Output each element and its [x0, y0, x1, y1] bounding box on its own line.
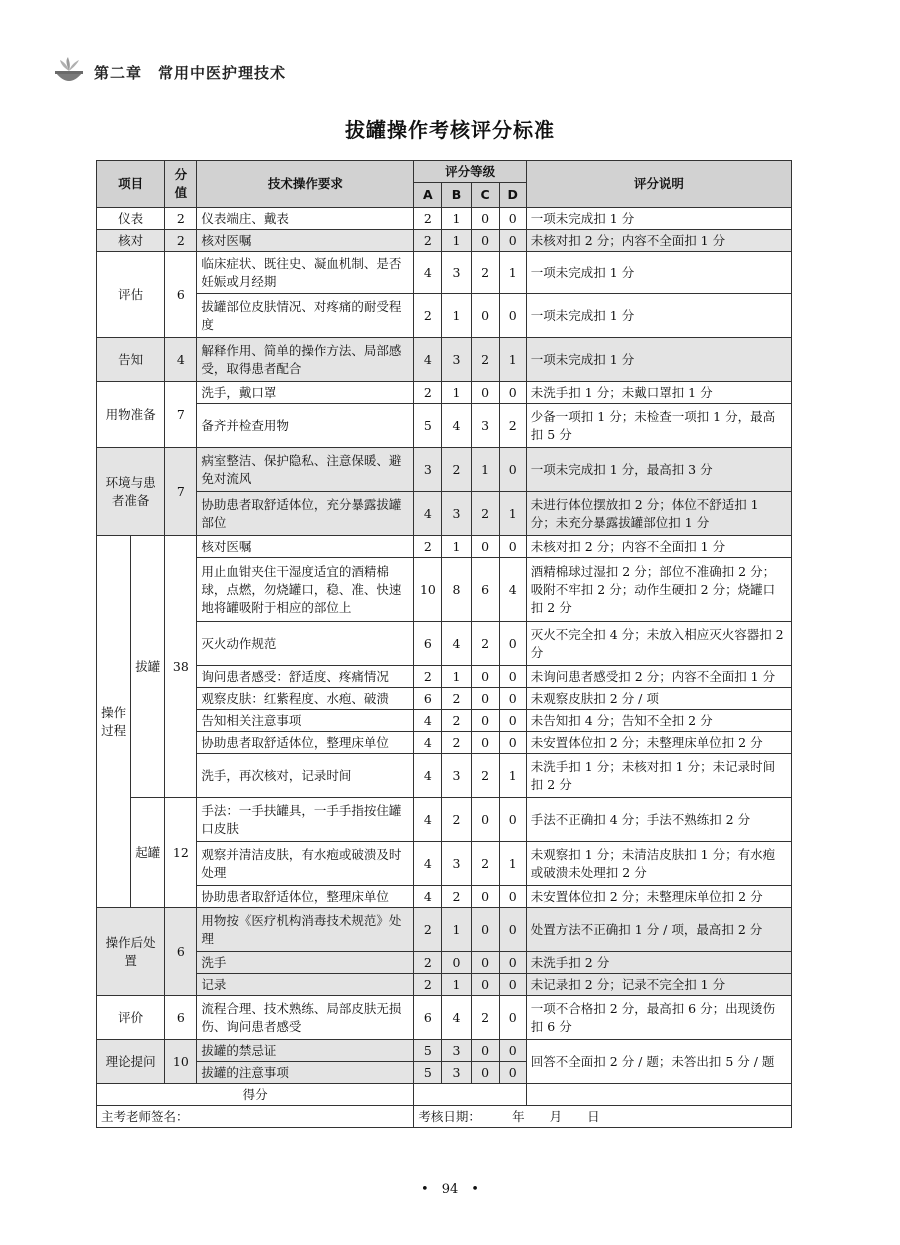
- grade-c-cell: 0: [471, 710, 499, 732]
- grade-d-cell: 0: [499, 208, 526, 230]
- grade-b-cell: 1: [442, 666, 471, 688]
- grade-a-cell: 4: [414, 886, 442, 908]
- score-table-body: [97, 161, 792, 1128]
- requirement-cell: 观察并清洁皮肤，有水疱或破溃及时处理: [197, 842, 414, 886]
- note-cell: 灭火不完全扣 4 分；未放入相应灭火容器扣 2 分: [526, 622, 791, 666]
- item-cell: 核对: [97, 230, 165, 252]
- table-row: [97, 252, 792, 294]
- grade-c-cell: 1: [471, 448, 499, 492]
- note-cell: 未核对扣 2 分；内容不全面扣 1 分: [526, 230, 791, 252]
- grade-a-cell: 4: [414, 798, 442, 842]
- grade-a-cell: 2: [414, 908, 442, 952]
- grade-d-cell: 1: [499, 492, 526, 536]
- grade-c-cell: 6: [471, 558, 499, 622]
- requirement-cell: 协助患者取舒适体位，整理床单位: [197, 732, 414, 754]
- grade-b-cell: 1: [442, 536, 471, 558]
- cupping-score-cell: 38: [165, 536, 197, 798]
- table-row: [97, 754, 792, 798]
- note-cell: 未记录扣 2 分；记录不完全扣 1 分: [526, 974, 791, 996]
- grade-d-cell: 1: [499, 252, 526, 294]
- grade-a-cell: 2: [414, 294, 442, 338]
- grade-b-cell: 3: [442, 842, 471, 886]
- grade-b-cell: 8: [442, 558, 471, 622]
- table-row: [97, 448, 792, 492]
- grade-c-cell: 0: [471, 208, 499, 230]
- grade-d-cell: 1: [499, 842, 526, 886]
- grade-b-cell: 2: [442, 448, 471, 492]
- grade-c-cell: 2: [471, 338, 499, 382]
- grade-a-cell: 5: [414, 1062, 442, 1084]
- table-row: [97, 622, 792, 666]
- requirement-cell: 记录: [197, 974, 414, 996]
- grade-d-cell: 1: [499, 754, 526, 798]
- grade-a-cell: 3: [414, 448, 442, 492]
- header-grade-c: C: [471, 183, 499, 208]
- grade-b-cell: 3: [442, 754, 471, 798]
- grade-c-cell: 3: [471, 404, 499, 448]
- table-row: [97, 952, 792, 974]
- grade-a-cell: 6: [414, 688, 442, 710]
- grade-d-cell: 0: [499, 536, 526, 558]
- item-cell: 评价: [97, 996, 165, 1040]
- note-cell: 未询问患者感受扣 2 分；内容不全面扣 1 分: [526, 666, 791, 688]
- header-grade-d: D: [499, 183, 526, 208]
- grade-a-cell: 4: [414, 710, 442, 732]
- grade-c-cell: 0: [471, 382, 499, 404]
- grade-d-cell: 2: [499, 404, 526, 448]
- table-row: [97, 294, 792, 338]
- grade-a-cell: 4: [414, 252, 442, 294]
- grade-c-cell: 0: [471, 732, 499, 754]
- note-cell: 未洗手扣 2 分: [526, 952, 791, 974]
- grade-d-cell: 0: [499, 710, 526, 732]
- grade-d-cell: 1: [499, 338, 526, 382]
- requirement-cell: 洗手，再次核对，记录时间: [197, 754, 414, 798]
- grade-c-cell: 0: [471, 536, 499, 558]
- page-title: 拔罐操作考核评分标准: [345, 118, 555, 142]
- table-row: [97, 536, 792, 558]
- requirement-cell: 协助患者取舒适体位，整理床单位: [197, 886, 414, 908]
- score-cell: 10: [165, 1040, 197, 1084]
- grade-b-cell: 3: [442, 1062, 471, 1084]
- item-cell: 评估: [97, 252, 165, 338]
- grade-d-cell: 0: [499, 974, 526, 996]
- grade-d-cell: 0: [499, 996, 526, 1040]
- grade-c-cell: 0: [471, 1040, 499, 1062]
- grade-a-cell: 5: [414, 1040, 442, 1062]
- requirement-cell: 核对医嘱: [197, 536, 414, 558]
- grade-a-cell: 4: [414, 754, 442, 798]
- requirement-cell: 拔罐的禁忌证: [197, 1040, 414, 1062]
- table-row: [97, 974, 792, 996]
- exam-date: 考核日期： 年 月 日: [414, 1106, 792, 1128]
- note-cell: 未进行体位摆放扣 2 分；体位不舒适扣 1 分；未充分暴露拔罐部位扣 1 分: [526, 492, 791, 536]
- grade-d-cell: 0: [499, 294, 526, 338]
- mortar-pestle-icon: [52, 55, 86, 89]
- grade-b-cell: 4: [442, 996, 471, 1040]
- table-row: [97, 996, 792, 1040]
- grade-a-cell: 2: [414, 666, 442, 688]
- grade-d-cell: 4: [499, 558, 526, 622]
- score-cell: 2: [165, 230, 197, 252]
- grade-d-cell: 0: [499, 908, 526, 952]
- grade-c-cell: 2: [471, 492, 499, 536]
- grade-b-cell: 2: [442, 732, 471, 754]
- requirement-cell: 告知相关注意事项: [197, 710, 414, 732]
- grade-a-cell: 4: [414, 842, 442, 886]
- item-cell: 仪表: [97, 208, 165, 230]
- note-cell: 未洗手扣 1 分；未戴口罩扣 1 分: [526, 382, 791, 404]
- requirement-cell: 核对医嘱: [197, 230, 414, 252]
- grade-d-cell: 0: [499, 798, 526, 842]
- grade-c-cell: 0: [471, 688, 499, 710]
- grade-d-cell: 0: [499, 230, 526, 252]
- grade-c-cell: 2: [471, 622, 499, 666]
- note-cell: 未洗手扣 1 分；未核对扣 1 分；未记录时间扣 2 分: [526, 754, 791, 798]
- grade-a-cell: 2: [414, 536, 442, 558]
- header-grade-b: B: [442, 183, 471, 208]
- note-cell: 一项未完成扣 1 分: [526, 208, 791, 230]
- header-item: 项目: [97, 161, 165, 208]
- grade-b-cell: 1: [442, 382, 471, 404]
- grade-a-cell: 2: [414, 974, 442, 996]
- grade-b-cell: 1: [442, 230, 471, 252]
- grade-b-cell: 0: [442, 952, 471, 974]
- header-score: 分值: [165, 161, 197, 208]
- table-row: [97, 558, 792, 622]
- requirement-cell: 临床症状、既往史、凝血机制、是否妊娠或月经期: [197, 252, 414, 294]
- note-cell: 未核对扣 2 分；内容不全面扣 1 分: [526, 536, 791, 558]
- requirement-cell: 用物按《医疗机构消毒技术规范》处理: [197, 908, 414, 952]
- grade-c-cell: 0: [471, 798, 499, 842]
- requirement-cell: 询问患者感受：舒适度、疼痛情况: [197, 666, 414, 688]
- requirement-cell: 协助患者取舒适体位，充分暴露拔罐部位: [197, 492, 414, 536]
- requirement-cell: 备齐并检查用物: [197, 404, 414, 448]
- requirement-cell: 用止血钳夹住干湿度适宜的酒精棉球，点燃，勿烧罐口，稳、准、快速地将罐吸附于相应的部位上: [197, 558, 414, 622]
- grade-d-cell: 0: [499, 1040, 526, 1062]
- grade-a-cell: 2: [414, 952, 442, 974]
- requirement-cell: 观察皮肤：红紫程度、水疱、破溃: [197, 688, 414, 710]
- table-row: [97, 404, 792, 448]
- score-cell: 2: [165, 208, 197, 230]
- note-cell: 未安置体位扣 2 分；未整理床单位扣 2 分: [526, 732, 791, 754]
- note-cell: 未观察皮肤扣 2 分 / 项: [526, 688, 791, 710]
- score-row: [97, 1084, 792, 1106]
- item-cell: 用物准备: [97, 382, 165, 448]
- grade-d-cell: 0: [499, 688, 526, 710]
- grade-b-cell: 1: [442, 908, 471, 952]
- score-cell: 6: [165, 996, 197, 1040]
- requirement-cell: 仪表端庄、戴表: [197, 208, 414, 230]
- grade-a-cell: 5: [414, 404, 442, 448]
- grade-d-cell: 0: [499, 886, 526, 908]
- grade-c-cell: 0: [471, 908, 499, 952]
- grade-d-cell: 0: [499, 666, 526, 688]
- item-cell: 环境与患者准备: [97, 448, 165, 536]
- header-requirement: 技术操作要求: [197, 161, 414, 208]
- note-cell: 一项未完成扣 1 分: [526, 338, 791, 382]
- note-cell: 处置方法不正确扣 1 分 / 项，最高扣 2 分: [526, 908, 791, 952]
- score-value-cell: [414, 1084, 526, 1106]
- table-row: [97, 492, 792, 536]
- table-row: [97, 710, 792, 732]
- score-label: 得分: [97, 1084, 414, 1106]
- score-note-cell: [526, 1084, 791, 1106]
- grade-a-cell: 2: [414, 208, 442, 230]
- table-row: [97, 732, 792, 754]
- table-row: [97, 1040, 792, 1062]
- cupping-label-cell: 拔罐: [131, 536, 165, 798]
- table-row: [97, 666, 792, 688]
- note-cell: 一项未完成扣 1 分: [526, 252, 791, 294]
- table-row: [97, 338, 792, 382]
- requirement-cell: 洗手: [197, 952, 414, 974]
- grade-c-cell: 0: [471, 230, 499, 252]
- grade-b-cell: 3: [442, 338, 471, 382]
- grade-a-cell: 6: [414, 996, 442, 1040]
- grade-c-cell: 2: [471, 754, 499, 798]
- grade-c-cell: 0: [471, 952, 499, 974]
- grade-c-cell: 2: [471, 252, 499, 294]
- grade-a-cell: 2: [414, 382, 442, 404]
- grade-b-cell: 4: [442, 622, 471, 666]
- removing-score-cell: 12: [165, 798, 197, 908]
- grade-c-cell: 0: [471, 974, 499, 996]
- table-row: [97, 798, 792, 842]
- item-cell: 理论提问: [97, 1040, 165, 1084]
- table-row: [97, 688, 792, 710]
- grade-b-cell: 1: [442, 208, 471, 230]
- score-cell: 4: [165, 338, 197, 382]
- note-cell: 一项未完成扣 1 分: [526, 294, 791, 338]
- signature-row: [97, 1106, 792, 1128]
- score-table: [96, 160, 792, 1128]
- removing-label-cell: 起罐: [131, 798, 165, 908]
- grade-b-cell: 2: [442, 710, 471, 732]
- grade-a-cell: 10: [414, 558, 442, 622]
- grade-c-cell: 0: [471, 294, 499, 338]
- grade-b-cell: 1: [442, 294, 471, 338]
- table-row: [97, 230, 792, 252]
- grade-a-cell: 4: [414, 338, 442, 382]
- note-cell: 酒精棉球过湿扣 2 分；部位不准确扣 2 分；吸附不牢扣 2 分；动作生硬扣 2 分；烧罐口扣 2 分: [526, 558, 791, 622]
- grade-a-cell: 4: [414, 492, 442, 536]
- requirement-cell: 解释作用、简单的操作方法、局部感受，取得患者配合: [197, 338, 414, 382]
- note-cell: 未安置体位扣 2 分；未整理床单位扣 2 分: [526, 886, 791, 908]
- header-grade-a: A: [414, 183, 442, 208]
- grade-a-cell: 4: [414, 732, 442, 754]
- note-cell: 未告知扣 4 分；告知不全扣 2 分: [526, 710, 791, 732]
- grade-b-cell: 1: [442, 974, 471, 996]
- grade-d-cell: 0: [499, 1062, 526, 1084]
- table-row: [97, 908, 792, 952]
- grade-c-cell: 0: [471, 886, 499, 908]
- score-cell: 7: [165, 382, 197, 448]
- note-cell: 一项不合格扣 2 分，最高扣 6 分；出现烫伤扣 6 分: [526, 996, 791, 1040]
- header-row-top: [97, 161, 792, 183]
- table-row: [97, 382, 792, 404]
- grade-d-cell: 0: [499, 732, 526, 754]
- grade-d-cell: 0: [499, 448, 526, 492]
- requirement-cell: 手法：一手扶罐具，一手手指按住罐口皮肤: [197, 798, 414, 842]
- grade-b-cell: 2: [442, 798, 471, 842]
- note-cell: 少备一项扣 1 分；未检查一项扣 1 分，最高扣 5 分: [526, 404, 791, 448]
- grade-b-cell: 2: [442, 886, 471, 908]
- grade-b-cell: 3: [442, 1040, 471, 1062]
- note-cell: 未观察扣 1 分；未清洁皮肤扣 1 分；有水疱或破溃未处理扣 2 分: [526, 842, 791, 886]
- chapter-title: 第二章 常用中医护理技术: [94, 63, 287, 82]
- grade-c-cell: 2: [471, 842, 499, 886]
- note-cell: 回答不全面扣 2 分 / 题；未答出扣 5 分 / 题: [526, 1040, 791, 1084]
- item-cell: 操作后处置: [97, 908, 165, 996]
- grade-b-cell: 4: [442, 404, 471, 448]
- note-cell: 一项未完成扣 1 分，最高扣 3 分: [526, 448, 791, 492]
- chapter-header: [52, 52, 286, 92]
- note-cell: 手法不正确扣 4 分；手法不熟练扣 2 分: [526, 798, 791, 842]
- grade-c-cell: 2: [471, 996, 499, 1040]
- grade-c-cell: 0: [471, 1062, 499, 1084]
- examiner-signature: 主考老师签名：: [97, 1106, 414, 1128]
- grade-d-cell: 0: [499, 952, 526, 974]
- header-note: 评分说明: [526, 161, 791, 208]
- grade-a-cell: 2: [414, 230, 442, 252]
- score-cell: 6: [165, 908, 197, 996]
- process-label-cell: 操作过程: [97, 536, 131, 908]
- grade-a-cell: 6: [414, 622, 442, 666]
- grade-d-cell: 0: [499, 382, 526, 404]
- table-row: [97, 842, 792, 886]
- score-cell: 6: [165, 252, 197, 338]
- requirement-cell: 拔罐的注意事项: [197, 1062, 414, 1084]
- score-cell: 7: [165, 448, 197, 536]
- requirement-cell: 拔罐部位皮肤情况、对疼痛的耐受程度: [197, 294, 414, 338]
- requirement-cell: 病室整洁、保护隐私、注意保暖、避免对流风: [197, 448, 414, 492]
- table-row: [97, 208, 792, 230]
- grade-d-cell: 0: [499, 622, 526, 666]
- grade-b-cell: 3: [442, 252, 471, 294]
- requirement-cell: 灭火动作规范: [197, 622, 414, 666]
- page-number: • 94 •: [421, 1182, 479, 1197]
- requirement-cell: 流程合理、技术熟练、局部皮肤无损伤、询问患者感受: [197, 996, 414, 1040]
- grade-b-cell: 3: [442, 492, 471, 536]
- table-row: [97, 886, 792, 908]
- requirement-cell: 洗手，戴口罩: [197, 382, 414, 404]
- item-cell: 告知: [97, 338, 165, 382]
- grade-c-cell: 0: [471, 666, 499, 688]
- grade-b-cell: 2: [442, 688, 471, 710]
- header-grade: 评分等级: [414, 161, 526, 183]
